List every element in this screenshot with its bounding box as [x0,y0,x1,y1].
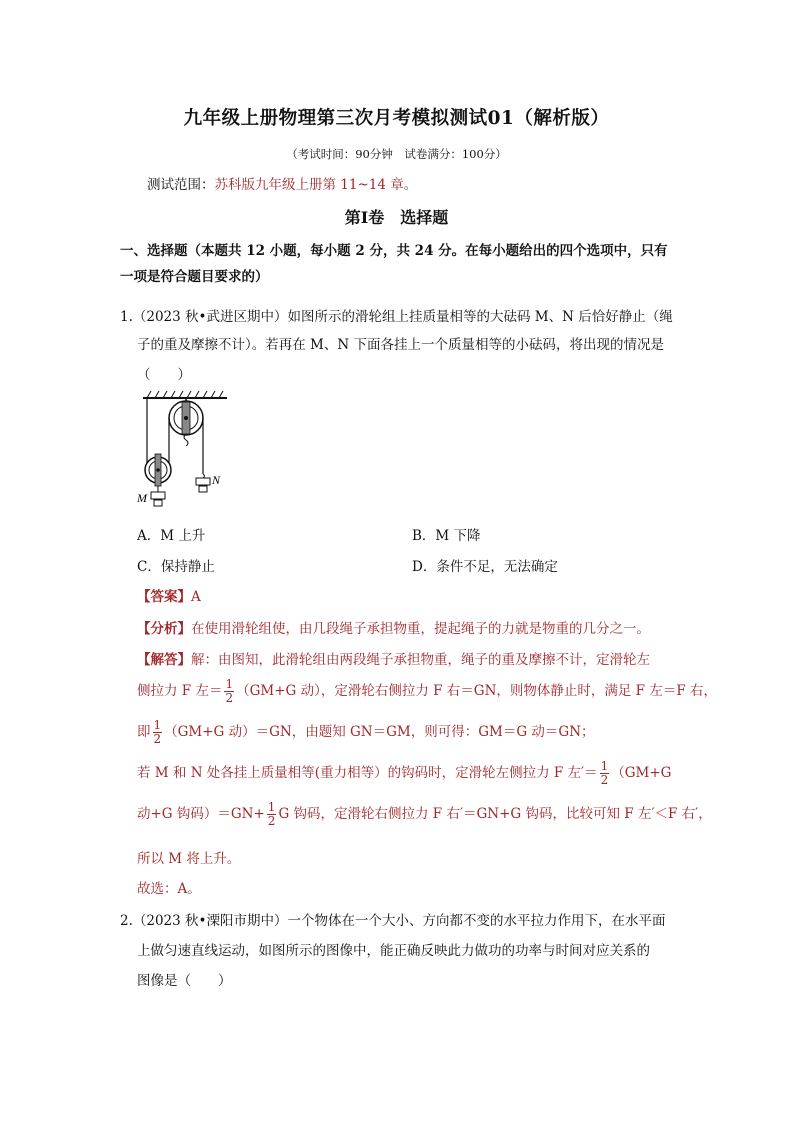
q1-option-a: A．M 上升 [137,528,206,544]
frac-den: 2 [153,732,162,746]
section-title: 第Ⅰ卷 选择题 [344,208,449,227]
part1-line2: 一项是符合题目要求的） [120,269,269,285]
solution-text-4a: 若 M 和 N 处各挂上质量相等(重力相等）的钩码时，定滑轮左侧拉力 F 左′＝ [137,765,598,781]
analysis-tag: 【分析】 [137,621,191,637]
solution-text-5b: G 钩码，定滑轮右侧拉力 F 右′＝GN+G 钩码，比较可知 F 左′＜F 右′， [278,806,712,822]
q2-line2: 上做匀速直线运动，如图所示的图像中，能正确反映此力做功的功率与时间对应关系的 [137,943,650,959]
test-range [147,173,417,193]
solution-text-5a: 动+G 钩码）＝GN+ [137,806,265,822]
fraction-half [153,719,163,746]
q1-solution-line3 [137,719,595,746]
solution-text-4b: （GM+G [611,765,672,781]
q2-line1: 2.（2023 秋•溧阳市期中）一个物体在一个大小、方向都不变的水平拉力作用下，在水平面 [120,913,666,929]
q1-solution-line2 [137,678,717,705]
range-value: 苏科版九年级上册第 11~14 章。 [214,177,418,193]
solution-tag: 【解答】 [137,652,191,668]
answer-value: A [191,589,201,605]
page-title: 九年级上册物理第三次月考模拟测试01（解析版） [183,108,610,129]
q1-line2: 子的重及摩擦不计）。若再在 M、N 下面各挂上一个质量相等的小砝码，将出现的情况是 [137,337,664,353]
part1-line1: 一、选择题（本题共 12 小题，每小题 2 分，共 24 分。在每小题给出的四个选项中，只有 [120,243,668,259]
frac-num: 1 [225,677,234,691]
q1-solution-line4 [137,760,671,787]
q1-solution-line7: 故选：A。 [137,881,201,897]
q1-option-c: C．保持静止 [137,559,215,575]
q1-analysis [137,617,650,637]
q1-option-d: D．条件不足，无法确定 [412,559,558,575]
analysis-text: 在使用滑轮组使，由几段绳子承担物重，提起绳子的力就是物重的几分之一。 [191,621,650,637]
label-n: N [212,473,221,487]
range-label: 测试范围： [147,177,215,193]
q1-solution-line6: 所以 M 将上升。 [137,851,241,867]
solution-text-2a: 侧拉力 F 左＝ [137,683,223,699]
frac-den: 2 [600,773,609,787]
frac-den: 2 [225,691,234,705]
frac-num: 1 [600,759,609,773]
fraction-half [224,678,234,705]
q1-option-b: B．M 下降 [412,528,481,544]
exam-info: （考试时间：90分钟 试卷满分：100分） [286,147,507,161]
frac-num: 1 [153,718,162,732]
q1-answer [137,585,201,605]
q1-solution-line5 [137,801,712,828]
answer-tag: 【答案】 [137,589,191,605]
part1-instructions [120,238,680,290]
solution-text-2b: （GM+G 动），定滑轮右侧拉力 F 右＝GN，则物体静止时，满足 F 左＝F 右， [236,683,717,699]
q2-line3: 图像是（ ） [137,973,232,989]
fraction-half [267,801,277,828]
pulley-diagram [135,388,245,518]
frac-num: 1 [267,800,276,814]
frac-den: 2 [267,814,276,828]
solution-text-1: 解：由图知，此滑轮组由两段绳子承担物重，绳子的重及摩擦不计，定滑轮左 [191,652,650,668]
fraction-half [600,760,610,787]
q1-line1: 1.（2023 秋•武进区期中）如图所示的滑轮组上挂质量相等的大砝码 M、N 后恰好静止（绳 [120,309,673,325]
q1-solution-line1 [137,648,650,668]
solution-text-3a: 即 [137,724,151,740]
q1-line3: （ ） [137,367,191,383]
label-m: M [137,491,147,505]
solution-text-3b: （GM+G 动）＝GN，由题知 GN＝GM，则可得：GM＝G 动＝GN； [164,724,595,740]
